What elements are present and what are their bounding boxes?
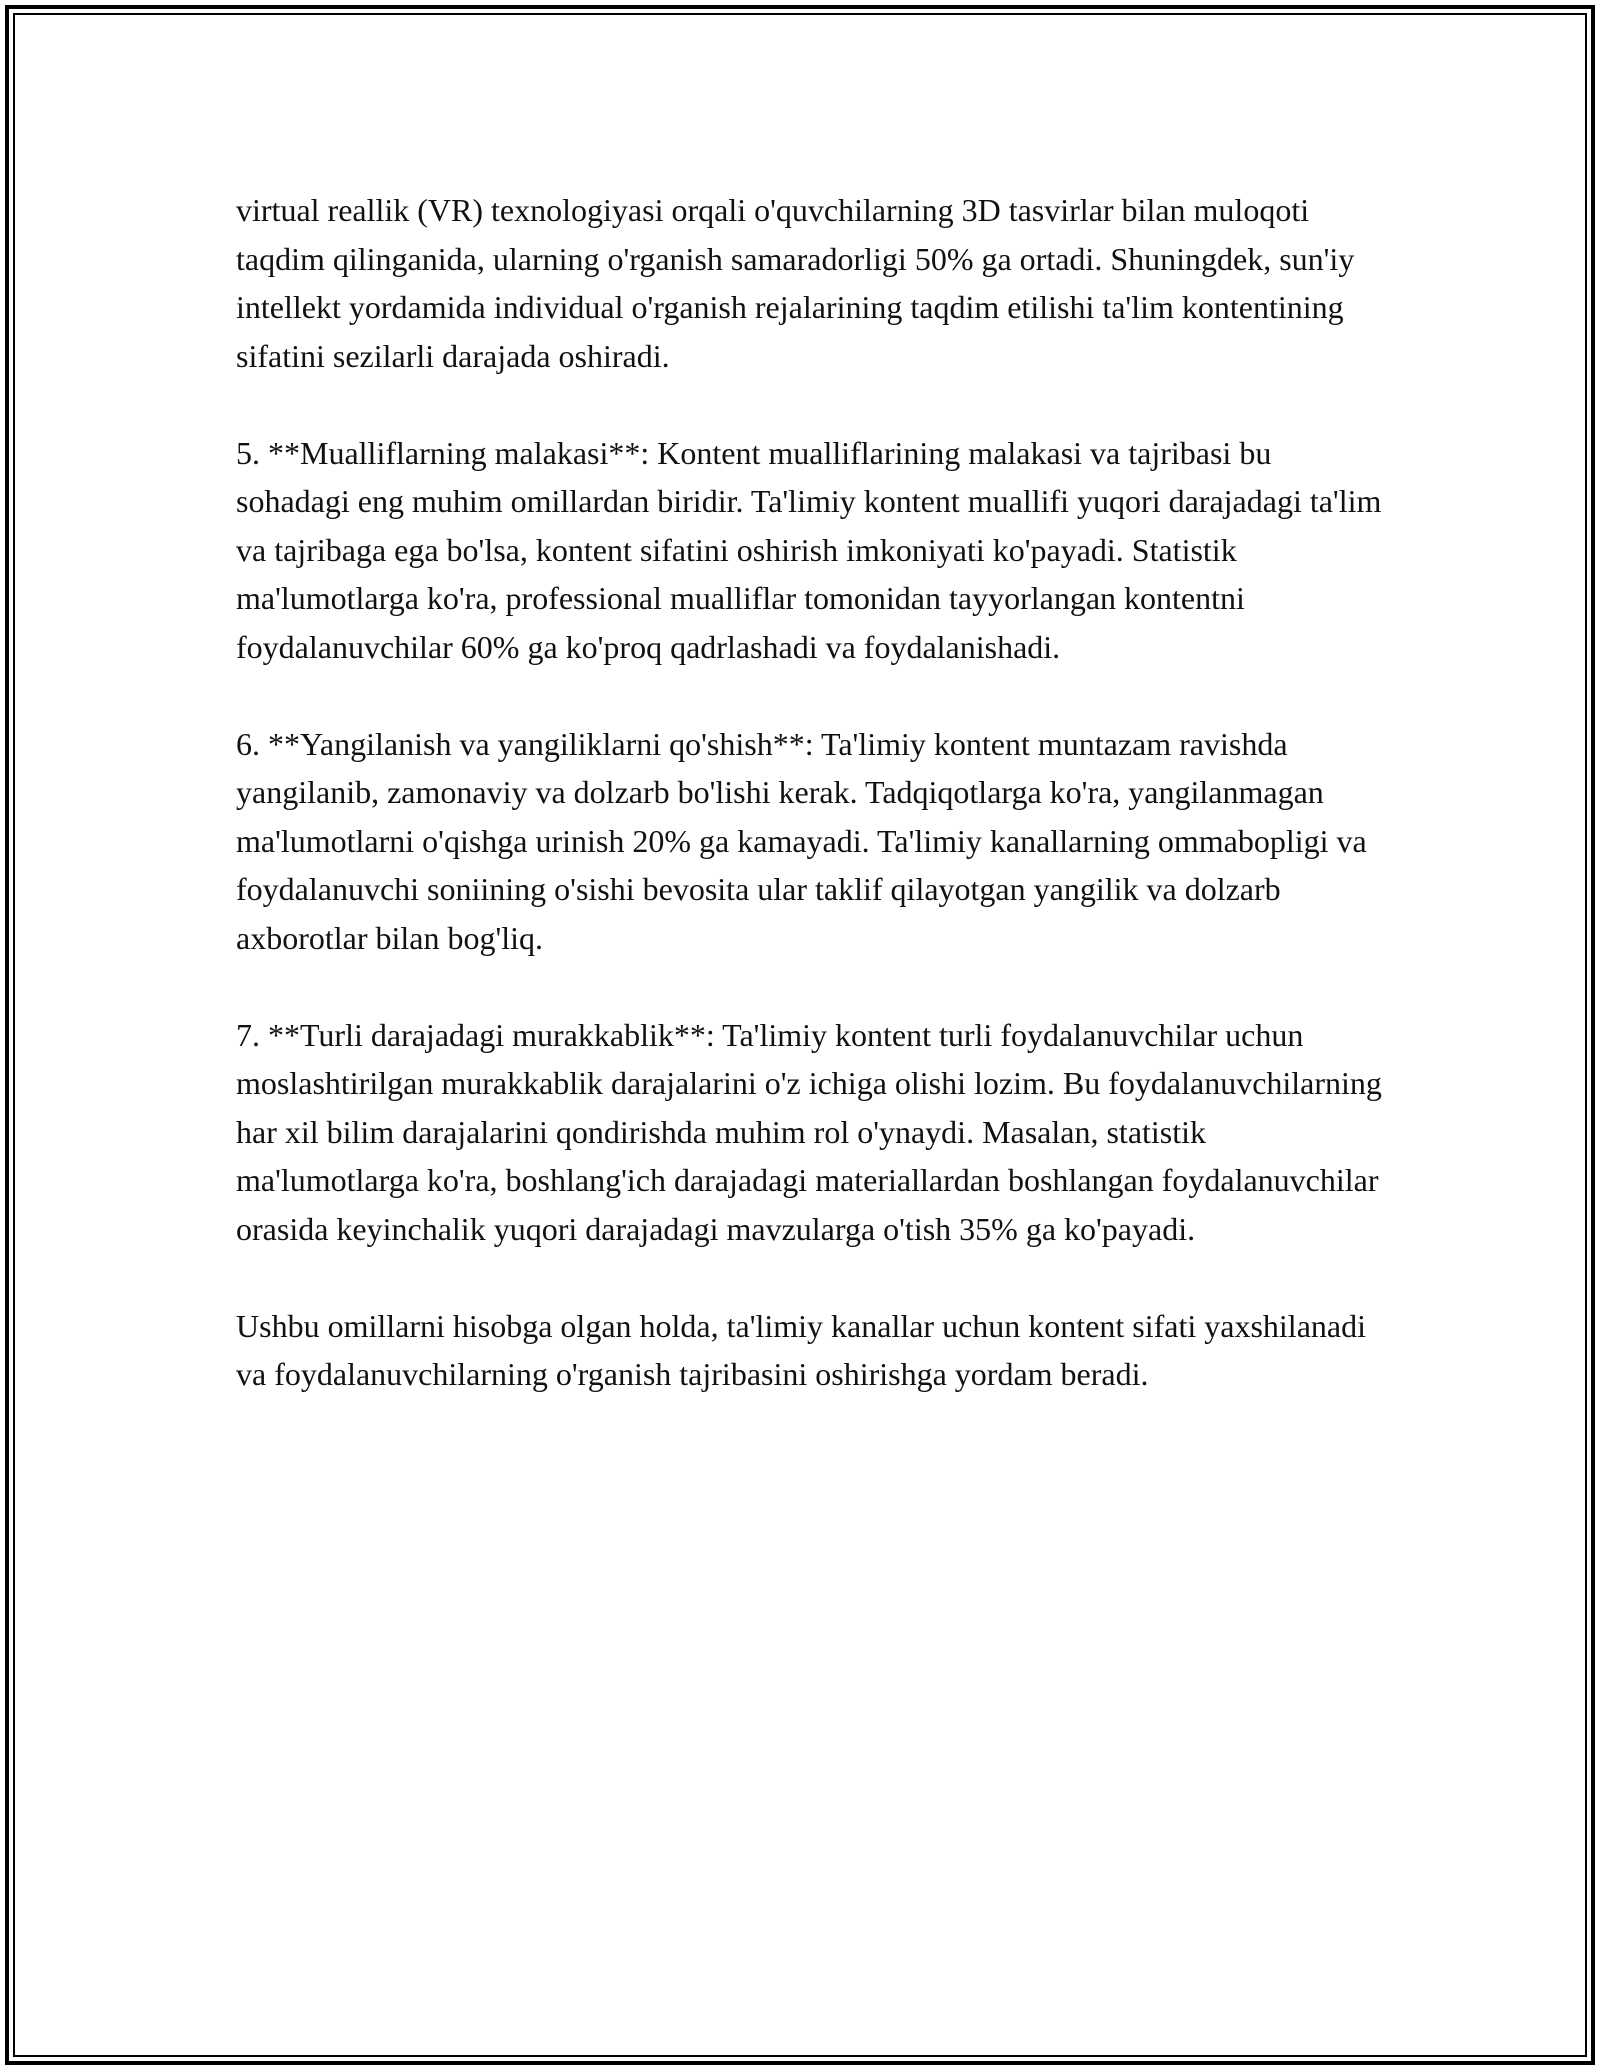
paragraph-item-5: 5. **Mualliflarning malakasi**: Kontent mualliflarining malakasi va tajribasi bu sohadagi eng muhim omillardan biridir. Ta'limiy kontent muallifi yuqori darajadagi ta'lim va tajribaga ega bo'lsa, kontent sifatini oshirish imkoniyati ko'payadi. Statistik ma'lumotlarga ko'ra, professional mualliflar tomonidan tayyorlangan kontentni foydalanuvchilar 60% ga ko'proq qadrlashadi va foydalanishadi. bbox=[236, 434, 1382, 665]
paragraph-intro-continuation: virtual reallik (VR) texnologiyasi orqali o'quvchilarning 3D tasvirlar bilan muloqoti taqdim qilinganida, ularning o'rganish samaradorligi 50% ga ortadi. Shuningdek, sun'iy intellekt yordamida individual o'rganish rejalarining taqdim etilishi ta'lim kontentining sifatini sezilarli darajada oshiradi. bbox=[236, 192, 1355, 374]
document-body bbox=[236, 186, 1384, 1399]
paragraph-conclusion: Ushbu omillarni hisobga olgan holda, ta'limiy kanallar uchun kontent sifati yaxshilanadi va foydalanuvchilarning o'rganish tajribasini oshirishga yordam beradi. bbox=[236, 1307, 1366, 1392]
paragraph-item-7: 7. **Turli darajadagi murakkablik**: Ta'limiy kontent turli foydalanuvchilar uchun moslashtirilgan murakkablik darajalarini o'z ichiga olishi lozim. Bu foydalanuvchilarning har xil bilim darajalarini qondirishda muhim rol o'ynaydi. Masalan, statistik ma'lumotlarga ko'ra, boshlang'ich darajadagi materiallardan boshlangan foydalanuvchilar orasida keyinchalik yuqori darajadagi mavzularga o'tish 35% ga ko'payadi. bbox=[236, 1016, 1382, 1247]
paragraph-item-6: 6. **Yangilanish va yangiliklarni qo'shish**: Ta'limiy kontent muntazam ravishda yangilanib, zamonaviy va dolzarb bo'lishi kerak. Tadqiqotlarga ko'ra, yangilanmagan ma'lumotlarni o'qishga urinish 20% ga kamayadi. Ta'limiy kanallarning ommabopligi va foydalanuvchi soniining o'sishi bevosita ular taklif qilayotgan yangilik va dolzarb axborotlar bilan bog'liq. bbox=[236, 725, 1367, 956]
